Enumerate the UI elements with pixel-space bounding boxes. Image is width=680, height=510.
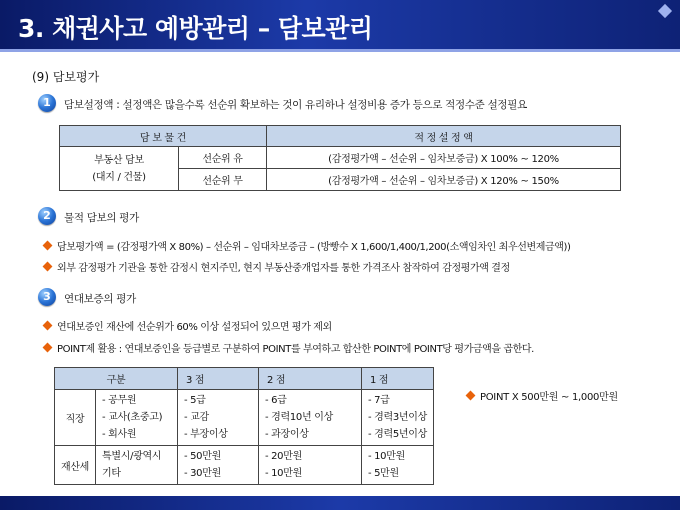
list-item: 특별시/광역시 — [102, 451, 162, 462]
rank-cell: 선순위 무 — [179, 169, 267, 191]
bullet-text: 외부 감정평가 기관을 통한 감정시 현지주민, 현지 부동산중개업자를 통한 가격조사 참작하여 감정평가액 결정 — [57, 263, 510, 274]
table-header-row — [60, 126, 621, 147]
section-3-badge-icon: 3 — [38, 288, 56, 306]
subsection-title: (9) 담보평가 — [32, 70, 100, 84]
table-header-row — [55, 368, 434, 390]
points-1-cell — [361, 390, 433, 446]
header-3-points: 3 점 — [177, 368, 258, 390]
section-1-heading: 담보설정액 : 설정액은 많을수록 선순위 확보하는 것이 유리하나 설정비용 증가 등으로 적정수준 설정필요 — [64, 99, 527, 111]
table-row — [60, 147, 621, 169]
list-item: - 과장이상 — [264, 429, 309, 440]
title-bar — [0, 0, 680, 52]
section-1-badge-icon: 1 — [38, 94, 56, 112]
bullet-item — [44, 238, 571, 253]
points-3-cell — [177, 446, 258, 485]
page-title: 3. 채권사고 예방관리 – 담보관리 — [18, 14, 373, 43]
list-item: - 50만원 — [183, 451, 221, 462]
section-2-badge-icon: 2 — [38, 207, 56, 225]
list-item: - 6급 — [264, 395, 287, 406]
list-item: - 20만원 — [264, 451, 302, 462]
list-item: 기타 — [102, 468, 121, 479]
diamond-bullet-icon — [43, 343, 53, 353]
list-item: - 회사원 — [102, 429, 137, 440]
table-row — [55, 390, 434, 446]
point-value-note — [467, 388, 618, 403]
header-2-points: 2 점 — [258, 368, 361, 390]
diamond-bullet-icon — [43, 241, 53, 251]
bullet-text: 연대보증인 재산에 선순위가 60% 이상 설정되어 있으면 평가 제외 — [57, 322, 332, 333]
bullet-item — [44, 318, 332, 333]
points-2-cell — [258, 390, 361, 446]
formula-cell: (감정평가액 – 선순위 – 임차보증금) X 120% ~ 150% — [267, 169, 621, 191]
list-item: - 7급 — [367, 395, 390, 406]
list-item: - 경력5년이상 — [367, 429, 427, 440]
header-amount: 적 정 설 정 액 — [267, 126, 621, 147]
row-label-job: 직장 — [55, 390, 96, 446]
formula-cell: (감정평가액 – 선순위 – 임차보증금) X 100% ~ 120% — [267, 147, 621, 169]
collateral-table — [59, 125, 621, 191]
diamond-bullet-icon — [466, 391, 476, 401]
table-row — [55, 446, 434, 485]
row-label-property-tax: 재산세 — [55, 446, 96, 485]
points-1-cell — [361, 446, 433, 485]
list-item: - 30만원 — [183, 468, 221, 479]
diamond-bullet-icon — [43, 262, 53, 272]
header-collateral: 담 보 물 건 — [60, 126, 267, 147]
footer-bar — [0, 496, 680, 510]
bullet-text: POINT제 활용 : 연대보증인을 등급별로 구분하여 POINT를 부여하고 합산한 POINT에 POINT당 평가금액을 곱한다. — [57, 344, 534, 355]
points-3-cell — [177, 390, 258, 446]
list-item: - 경력10년 이상 — [264, 412, 333, 423]
section-2-heading: 물적 담보의 평가 — [64, 212, 139, 224]
row-label-line: (대지 / 건물) — [92, 171, 146, 183]
list-item: - 10만원 — [367, 451, 405, 462]
list-item: - 경력3년이상 — [367, 412, 427, 423]
corner-diamond-icon — [658, 4, 672, 18]
region-cell — [96, 446, 178, 485]
list-item: - 5급 — [183, 395, 206, 406]
list-item: - 5만원 — [367, 468, 399, 479]
guarantor-point-table — [54, 367, 434, 485]
row-label-line: 부동산 담보 — [94, 154, 144, 166]
list-item: - 교감 — [183, 412, 209, 423]
list-item: - 10만원 — [264, 468, 302, 479]
list-item: - 공무원 — [102, 395, 137, 406]
side-note-text: POINT X 500만원 ~ 1,000만원 — [480, 392, 618, 403]
points-2-cell — [258, 446, 361, 485]
rank-cell: 선순위 유 — [179, 147, 267, 169]
bullet-item — [44, 340, 534, 355]
header-1-point: 1 점 — [361, 368, 433, 390]
header-category: 구분 — [55, 368, 178, 390]
bullet-item — [44, 259, 510, 274]
list-item: - 부장이상 — [183, 429, 228, 440]
list-item: - 교사(초중고) — [102, 412, 163, 423]
diamond-bullet-icon — [43, 321, 53, 331]
row-label-real-estate — [60, 147, 179, 191]
job-type-cell — [96, 390, 178, 446]
bullet-text: 담보평가액 = (감정평가액 X 80%) – 선순위 – 임대차보증금 – (방빵수 X 1,600/1,400/1,200(소액임차인 최우선변제금액)) — [57, 242, 571, 253]
title-underline — [0, 49, 680, 52]
section-3-heading: 연대보증의 평가 — [64, 293, 136, 305]
